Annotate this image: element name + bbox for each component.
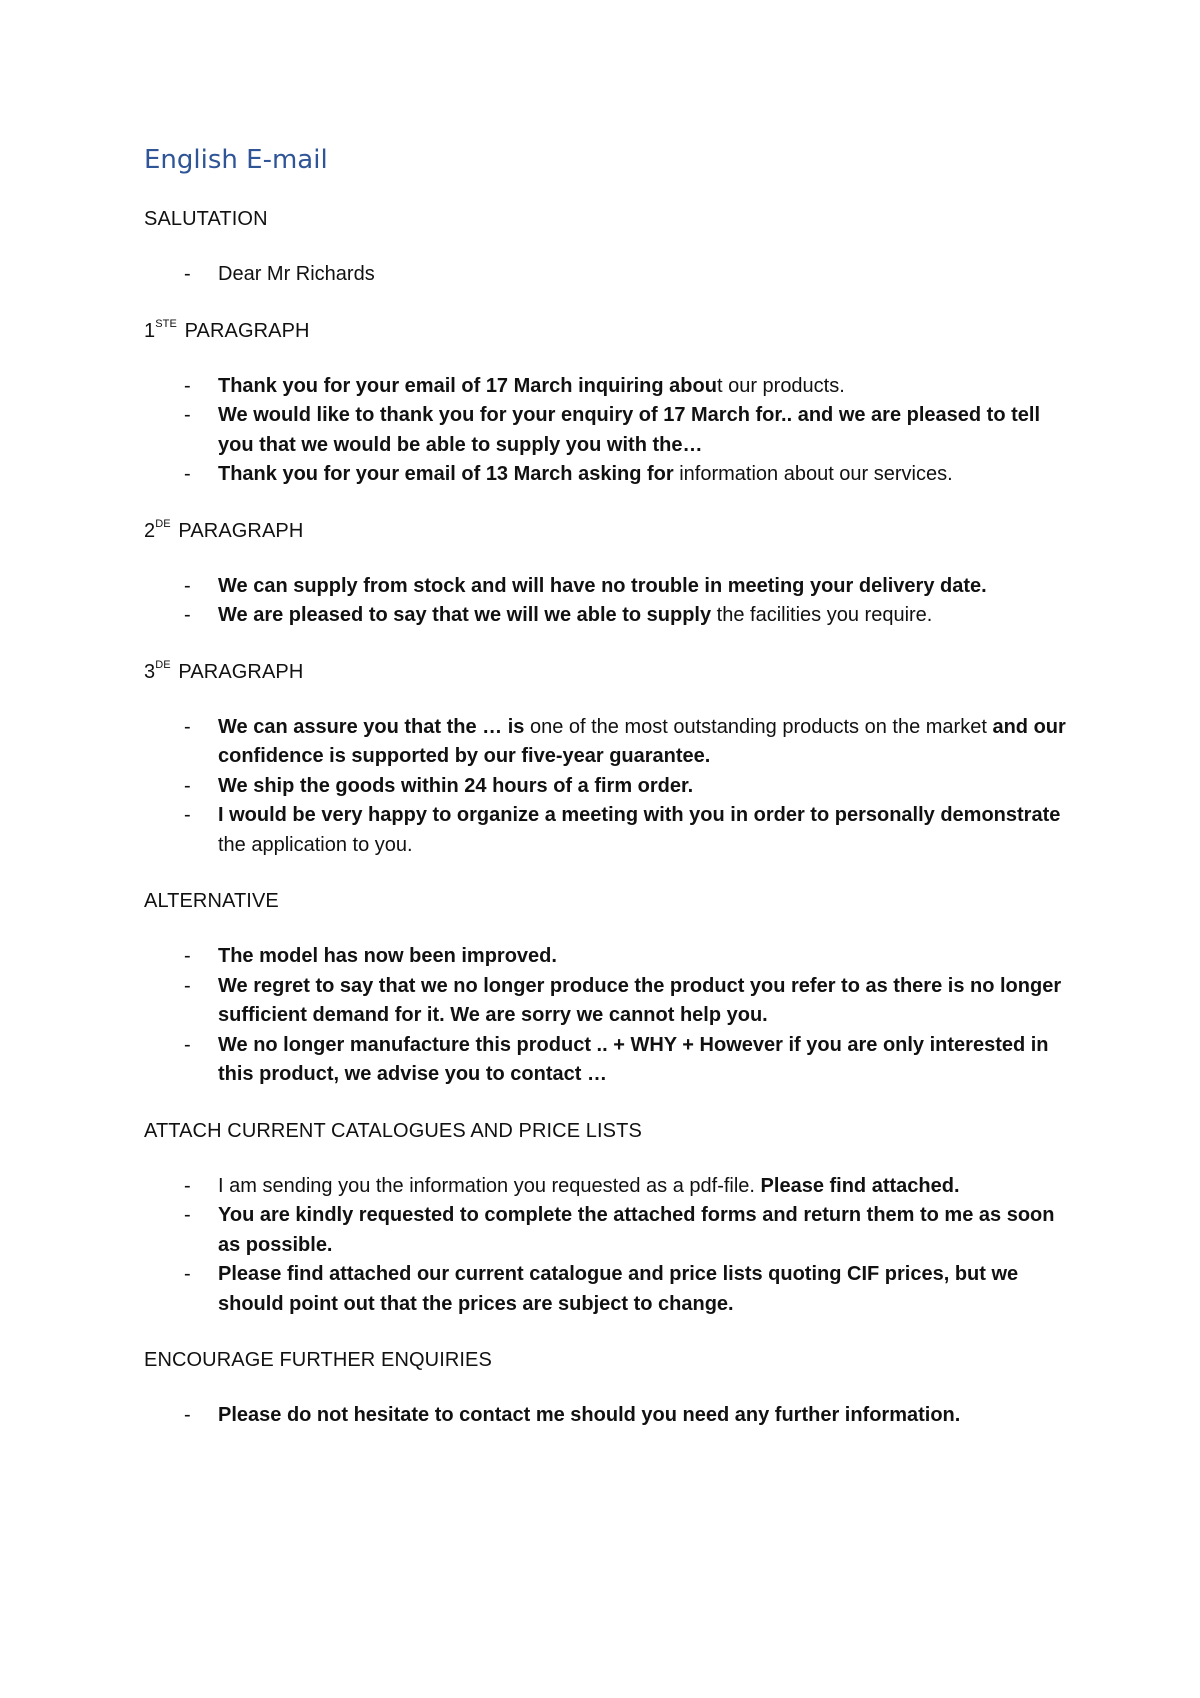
item-text: information about our services. bbox=[673, 463, 953, 485]
list-item bbox=[144, 801, 1074, 860]
list-item bbox=[144, 401, 1074, 460]
item-text-bold: I would be very happy to organize a meeting with you in order to personally demonstrate bbox=[218, 804, 1061, 826]
section-heading-text: ATTACH CURRENT CATALOGUES AND PRICE LISTS bbox=[144, 1119, 642, 1142]
dash-bullet: - bbox=[184, 263, 191, 285]
list-item bbox=[144, 1260, 1074, 1319]
section bbox=[144, 887, 1074, 1090]
dash-bullet: - bbox=[184, 1263, 191, 1285]
section-heading-superscript: DE bbox=[155, 658, 171, 671]
item-text-bold: Thank you for your email of 17 March inquiring abou bbox=[218, 374, 717, 397]
bullet-list bbox=[144, 1401, 1074, 1431]
item-text-bold: Please do not hesitate to contact me should you need any further information. bbox=[218, 1404, 961, 1426]
item-text-bold: We are pleased to say that we will we able to supply bbox=[218, 604, 712, 626]
list-item bbox=[144, 460, 1074, 490]
item-text-bold: Please find attached. bbox=[760, 1174, 960, 1197]
dash-bullet: - bbox=[184, 1174, 191, 1197]
item-text-bold: We can supply from stock and will have no trouble in meeting your delivery date. bbox=[218, 574, 987, 597]
list-item bbox=[144, 1201, 1074, 1260]
section-heading bbox=[144, 887, 1074, 915]
section bbox=[144, 205, 1074, 290]
section-heading bbox=[144, 317, 1074, 345]
list-item bbox=[144, 942, 1074, 972]
item-text-bold: We regret to say that we no longer produce the product you refer to as there is no longer sufficient demand for it. We are sorry we cannot help you. bbox=[218, 974, 1062, 1026]
section bbox=[144, 317, 1074, 490]
section-heading-text: SALUTATION bbox=[144, 208, 268, 230]
dash-bullet: - bbox=[184, 974, 191, 997]
bullet-list bbox=[144, 1172, 1074, 1320]
item-text: the facilities you require. bbox=[711, 604, 933, 626]
section-heading-rest: PARAGRAPH bbox=[172, 519, 304, 542]
section-heading bbox=[144, 1346, 1074, 1374]
dash-bullet: - bbox=[184, 1204, 191, 1226]
dash-bullet: - bbox=[184, 404, 191, 426]
section-heading-text: ENCOURAGE FURTHER ENQUIRIES bbox=[144, 1349, 492, 1371]
section-heading-text: 3 bbox=[144, 660, 156, 683]
section-heading bbox=[144, 517, 1074, 545]
dash-bullet: - bbox=[184, 1404, 191, 1426]
bullet-list bbox=[144, 942, 1074, 1090]
list-item bbox=[144, 972, 1074, 1031]
section bbox=[144, 1117, 1074, 1320]
section-heading-superscript: DE bbox=[155, 517, 171, 530]
dash-bullet: - bbox=[184, 1033, 191, 1056]
dash-bullet: - bbox=[184, 804, 191, 826]
list-item bbox=[144, 713, 1074, 772]
item-text: I am sending you the information you requested as a pdf-file. bbox=[218, 1174, 761, 1197]
bullet-list bbox=[144, 372, 1074, 490]
section-heading bbox=[144, 1117, 1074, 1145]
item-text-bold: We no longer manufacture this product .. + WHY + However if you are only interested in this product, we advise you to contact … bbox=[218, 1033, 1049, 1085]
section bbox=[144, 517, 1074, 631]
item-text-bold: We can assure you that the … is bbox=[218, 715, 525, 738]
dash-bullet: - bbox=[184, 945, 191, 967]
item-text: the application to you. bbox=[218, 833, 413, 856]
list-item bbox=[144, 572, 1074, 602]
dash-bullet: - bbox=[184, 374, 191, 397]
section-heading-rest: PARAGRAPH bbox=[178, 319, 310, 342]
bullet-list bbox=[144, 260, 1074, 290]
item-text-bold: Thank you for your email of 13 March asking for bbox=[218, 463, 674, 485]
sections-container bbox=[144, 205, 1074, 1431]
bullet-list bbox=[144, 572, 1074, 631]
section-heading bbox=[144, 658, 1074, 686]
dash-bullet: - bbox=[184, 604, 191, 626]
document-body bbox=[144, 143, 1074, 1458]
item-text: Dear Mr Richards bbox=[218, 263, 375, 285]
section-heading bbox=[144, 205, 1074, 233]
item-text-bold: We ship the goods within 24 hours of a firm order. bbox=[218, 774, 694, 797]
item-text: one of the most outstanding products on the market bbox=[524, 715, 993, 738]
item-text-bold: Please find attached our current catalogue and price lists quoting CIF prices, but we should point out that the prices are subject to change. bbox=[218, 1263, 1019, 1315]
dash-bullet: - bbox=[184, 463, 191, 485]
list-item bbox=[144, 1031, 1074, 1090]
section bbox=[144, 658, 1074, 861]
item-text-bold: and our confidence is supported by our five-year guarantee. bbox=[218, 715, 1066, 767]
list-item bbox=[144, 372, 1074, 402]
section bbox=[144, 1346, 1074, 1431]
item-text-bold: The model has now been improved. bbox=[218, 945, 557, 967]
dash-bullet: - bbox=[184, 715, 191, 738]
dash-bullet: - bbox=[184, 574, 191, 597]
list-item bbox=[144, 601, 1074, 631]
item-text-bold: You are kindly requested to complete the attached forms and return them to me as soon as possible. bbox=[218, 1204, 1055, 1256]
dash-bullet: - bbox=[184, 774, 191, 797]
section-heading-text: 1 bbox=[144, 319, 156, 342]
list-item bbox=[144, 260, 1074, 290]
item-text-bold: We would like to thank you for your enquiry of 17 March for.. and we are pleased to tell you that we would be able to supply you with the… bbox=[218, 404, 1041, 456]
section-heading-text: ALTERNATIVE bbox=[144, 890, 279, 912]
section-heading-superscript: STE bbox=[155, 317, 177, 330]
list-item bbox=[144, 1401, 1074, 1431]
bullet-list bbox=[144, 713, 1074, 861]
list-item bbox=[144, 1172, 1074, 1202]
section-heading-rest: PARAGRAPH bbox=[172, 660, 304, 683]
list-item bbox=[144, 772, 1074, 802]
item-text: t our products. bbox=[716, 374, 845, 397]
document-title: English E-mail bbox=[144, 145, 328, 175]
section-heading-text: 2 bbox=[144, 519, 156, 542]
